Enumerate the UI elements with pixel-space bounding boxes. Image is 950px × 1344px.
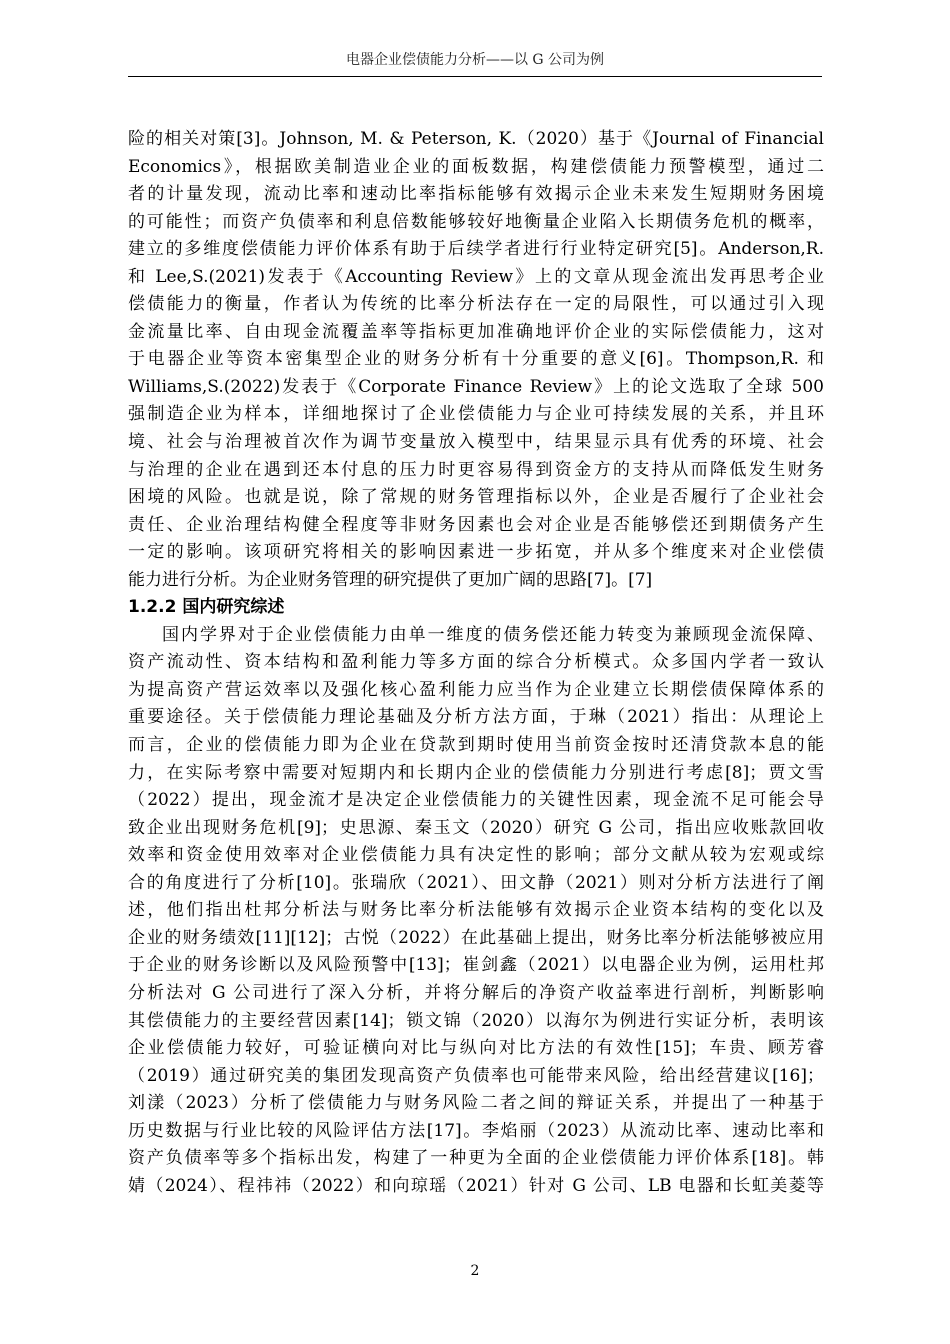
paragraph-domestic-review	[128, 622, 824, 1200]
text-line: 资产流动性、资本结构和盈利能力等多方面的综合分析模式。众多国内学者一致认	[128, 652, 824, 673]
running-header: 电器企业偿债能力分析——以 G 公司为例	[345, 52, 605, 68]
body-text	[128, 126, 824, 1200]
text-line: 强制造企业为样本，详细地探讨了企业偿债能力与企业可持续发展的关系，并且环	[128, 404, 824, 425]
text-line: 力，在实际考察中需要对短期内和长期内企业的偿债能力分别进行考虑[8]；贾文雪	[128, 762, 824, 783]
text-line: 述，他们指出杜邦分析法与财务比率分析法能够有效揭示企业资本结构的变化以及	[128, 900, 824, 921]
text-line: 婧（2024）、程祎祎（2022）和向琼瑶（2021）针对 G 公司、LB 电器和长虹美菱等	[128, 1175, 824, 1196]
text-line: 一定的影响。该项研究将相关的影响因素进一步拓宽，并从多个维度来对企业偿债	[128, 542, 824, 563]
text-line: 企业的财务绩效[11][12]；古悦（2022）在此基础上提出，财务比率分析法能够被应用	[128, 927, 824, 948]
text-line: 建立的多维度偿债能力评价体系有助于后续学者进行行业特定研究[5]。Anderson,R.	[128, 239, 824, 260]
text-line: 于电器企业等资本密集型企业的财务分析有十分重要的意义[6]。Thompson,R. 和	[128, 349, 824, 370]
text-line: 境、社会与治理被首次作为调节变量放入模型中，结果显示具有优秀的环境、社会	[128, 432, 824, 453]
page-number: 2	[470, 1263, 480, 1279]
text-line: 历史数据与行业比较的风险评估方法[17]。李焰丽（2023）从流动比率、速动比率和	[128, 1120, 824, 1141]
text-line: 致企业出现财务危机[9]；史思源、秦玉文（2020）研究 G 公司，指出应收账款回收	[128, 817, 824, 838]
section-heading: 1.2.2 国内研究综述	[128, 597, 285, 618]
text-line: 与治理的企业在遇到还本付息的压力时更容易得到资金方的支持从而降低发生财务	[128, 459, 824, 480]
text-line: 于企业的财务诊断以及风险预警中[13]；崔剑鑫（2021）以电器企业为例，运用杜邦	[128, 955, 824, 976]
text-line: 重要途径。关于偿债能力理论基础及分析方法方面，于琳（2021）指出：从理论上	[128, 707, 824, 728]
text-line: 刘漾（2023）分析了偿债能力与财务风险二者之间的辩证关系，并提出了一种基于	[128, 1093, 824, 1114]
text-line: Economics》，根据欧美制造业企业的面板数据，构建偿债能力预警模型，通过二	[128, 156, 824, 177]
text-line: 的可能性；而资产负债率和利息倍数能够较好地衡量企业陷入长期债务危机的概率，	[128, 211, 824, 232]
text-line: 为提高资产营运效率以及强化核心盈利能力应当作为企业建立长期偿债保障体系的	[128, 679, 824, 700]
text-line: （2022）提出，现金流才是决定企业偿债能力的关键性因素，现金流不足可能会导	[128, 790, 824, 811]
text-line: 国内学界对于企业偿债能力由单一维度的债务偿还能力转变为兼顾现金流保障、	[162, 624, 824, 645]
text-line: 能力进行分析。为企业财务管理的研究提供了更加广阔的思路[7]。[7]	[128, 569, 653, 590]
text-line: 者的计量发现，流动比率和速动比率指标能够有效揭示企业未来发生短期财务困境	[128, 184, 824, 205]
text-line: 合的角度进行了分析[10]。张瑞欣（2021）、田文静（2021）则对分析方法进行了阐	[128, 872, 824, 893]
text-line: 分析法对 G 公司进行了深入分析，并将分解后的净资产收益率进行剖析，判断影响	[128, 982, 824, 1003]
text-line: 责任、企业治理结构健全程度等非财务因素也会对企业是否能够偿还到期债务产生	[128, 514, 824, 535]
text-line: 资产负债率等多个指标出发，构建了一种更为全面的企业偿债能力评价体系[18]。韩	[128, 1148, 824, 1169]
paragraph-foreign-review	[128, 126, 824, 594]
text-line: 险的相关对策[3]。Johnson, M. & Peterson, K.（2020）基于《Journal of Financial	[128, 129, 824, 149]
text-line: 和 Lee,S.(2021)发表于《Accounting Review》上的文章从现金流出发再思考企业	[128, 266, 824, 287]
text-line: 企业偿债能力较好，可验证横向对比与纵向对比方法的有效性[15]；车贵、顾芳睿	[128, 1038, 824, 1059]
text-line: 困境的风险。也就是说，除了常规的财务管理指标以外，企业是否履行了企业社会	[128, 487, 824, 508]
text-line: 效率和资金使用效率对企业偿债能力具有决定性的影响；部分文献从较为宏观或综	[128, 845, 824, 866]
text-line: 其偿债能力的主要经营因素[14]；锁文锦（2020）以海尔为例进行实证分析，表明该	[128, 1010, 824, 1031]
text-line: 金流量比率、自由现金流覆盖率等指标更加准确地评价企业的实际偿债能力，这对	[128, 321, 824, 342]
header-rule	[128, 76, 822, 77]
text-line: 偿债能力的衡量，作者认为传统的比率分析法存在一定的局限性，可以通过引入现	[128, 294, 824, 315]
text-line: （2019）通过研究美的集团发现高资产负债率也可能带来风险，给出经营建议[16]；	[128, 1065, 824, 1086]
text-line: 而言，企业的偿债能力即为企业在贷款到期时使用当前资金按时还清贷款本息的能	[128, 735, 824, 756]
text-line: Williams,S.(2022)发表于《Corporate Finance Review》上的论文选取了全球 500	[128, 376, 824, 397]
